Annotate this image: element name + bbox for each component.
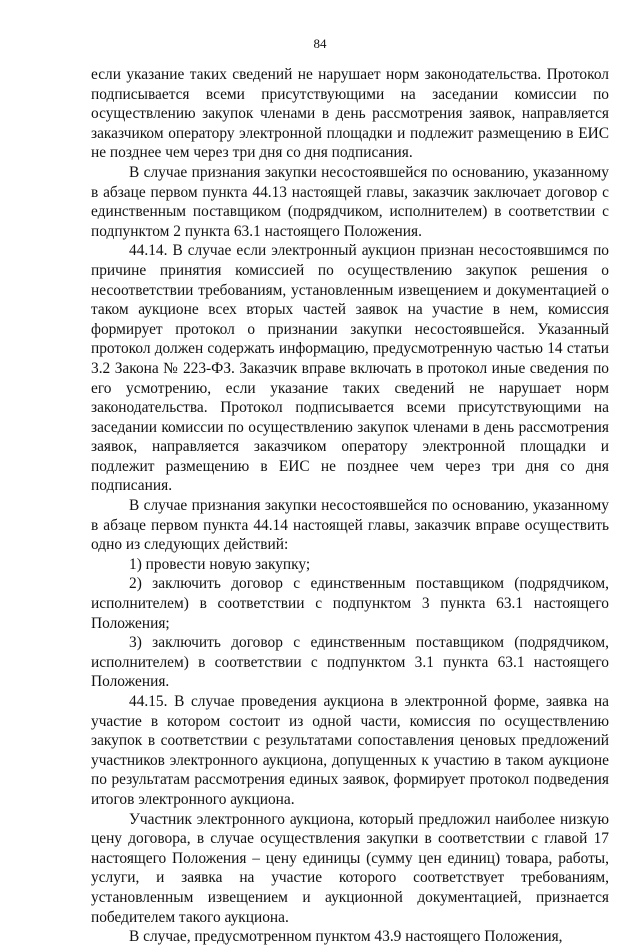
paragraph-protocol-continuation: если указание таких сведений не нарушает норм законодательства. Протокол подписывается всеми присутствующими на заседании комиссии по осуществлению закупок членами в день рассмотрения заявок, направляется заказчиком оператору электронной площадки и подлежит размещению в ЕИС не позднее чем через три дня со дня подписания.: [91, 66, 609, 162]
document-body: [91, 65, 609, 947]
list-item-3: 3) заключить договор с единственным поставщиком (подрядчиком, исполнителем) в соответствии с подпунктом 3.1 пункта 63.1 настоящего Положения.: [91, 634, 609, 691]
paragraph-44-15: 44.15. В случае проведения аукциона в электронной форме, заявка на участие в котором состоит из одной части, комиссия по осуществлению закупок в соответствии с результатами сопоставления ценовых предложений участников электронного аукциона, допущенных к участию в таком аукционе по результатам рассмотрения единых заявок, формирует протокол подведения итогов электронного аукциона.: [91, 693, 609, 808]
paragraph-winner: Участник электронного аукциона, который предложил наиболее низкую цену договора, в случае осуществления закупки в соответствии с главой 17 настоящего Положения – цену единицы (сумму цен единиц) товара, работы, услуги, и заявка на участие которого соответствует требованиям, установленным извещением и аукционной документацией, признается победителем такого аукциона.: [91, 810, 609, 926]
paragraph-43-9-start: В случае, предусмотренном пунктом 43.9 настоящего Положения,: [129, 928, 563, 946]
page-number: 84: [313, 36, 327, 51]
list-item-2: 2) заключить договор с единственным поставщиком (подрядчиком, исполнителем) в соответствии с подпунктом 3 пункта 63.1 настоящего Положения;: [91, 575, 609, 632]
paragraph-44-13-consequence: В случае признания закупки несостоявшейся по основанию, указанному в абзаце первом пункта 44.13 настоящей главы, заказчик заключает договор с единственным поставщиком (подрядчиком, исполнителем) в соответствии с подпунктом 2 пункта 63.1 настоящего Положения.: [91, 163, 609, 240]
paragraph-44-14: 44.14. В случае если электронный аукцион признан несостоявшимся по причине принятия комиссией по осуществлению закупок решения о несоответствии требованиям, установленным извещением и документацией о таком аукционе всех вторых частей заявок на участие в нем, комиссия формирует протокол о признании закупки несостоявшейся. Указанный протокол должен содержать информацию, предусмотренную частью 14 статьи 3.2 Закона № 223-ФЗ. Заказчик вправе включать в протокол иные сведения по его усмотрению, если указание таких сведений не нарушает норм законодательства. Протокол подписывается всеми присутствующими на заседании комиссии по осуществлению закупок членами в день рассмотрения заявок, направляется заказчиком оператору электронной площадки и подлежит размещению в ЕИС не позднее чем через три дня со дня подписания.: [91, 242, 609, 495]
list-item-1: 1) провести новую закупку;: [129, 555, 311, 573]
paragraph-44-14-options-intro: В случае признания закупки несостоявшейся по основанию, указанному в абзаце первом пункта 44.14 настоящей главы, заказчик вправе осуществить одно из следующих действий:: [91, 497, 609, 554]
